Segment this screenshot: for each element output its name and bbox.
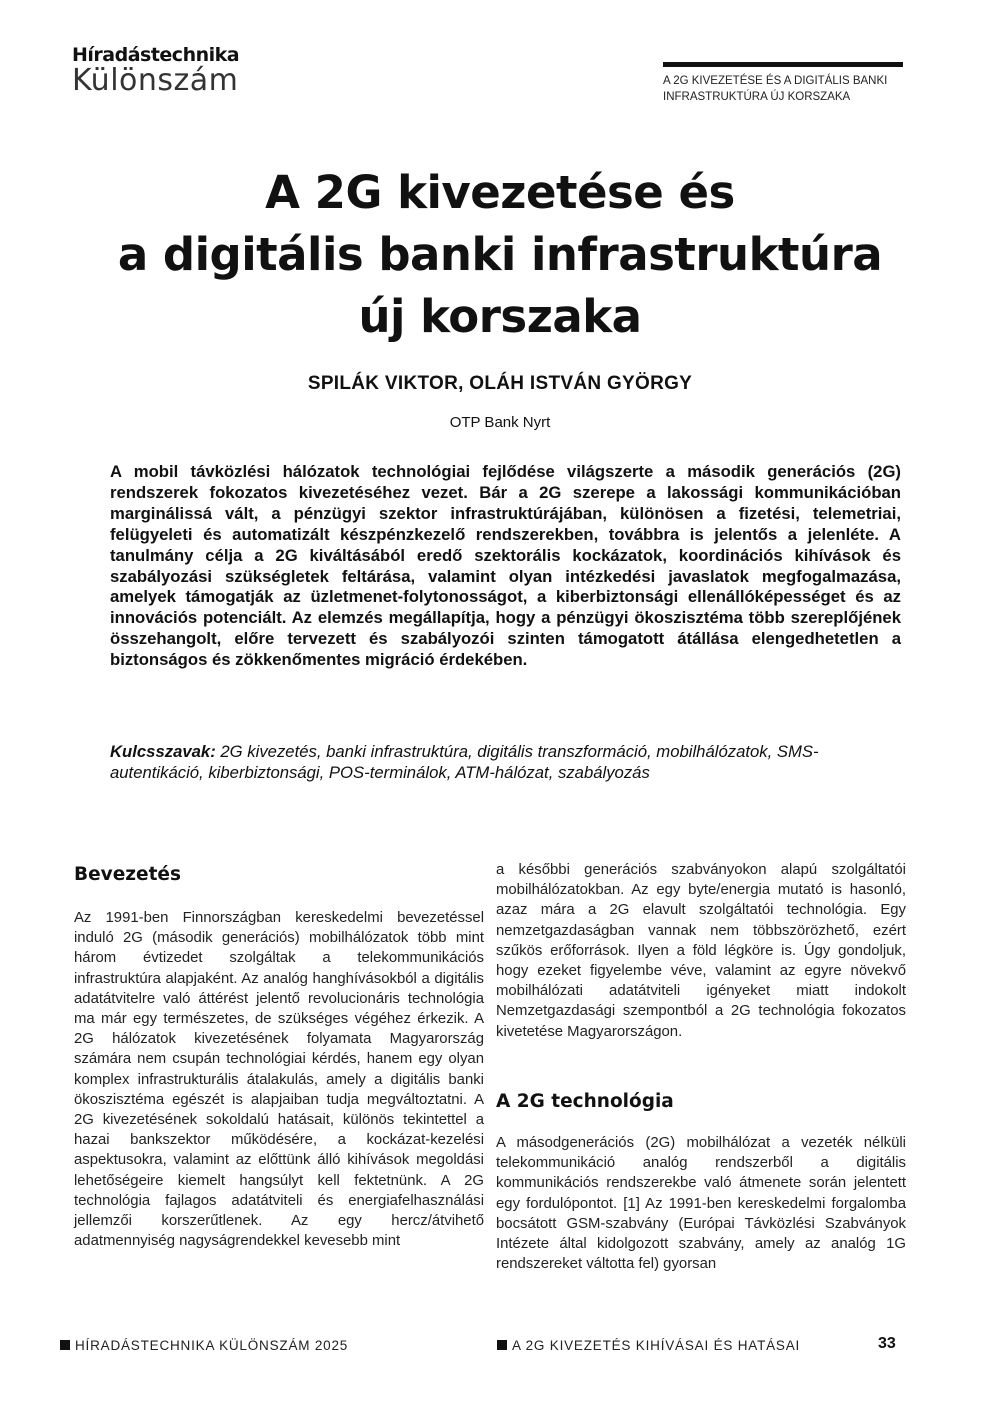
footer-section-text: A 2G KIVEZETÉS KIHÍVÁSAI ÉS HATÁSAI [512, 1338, 801, 1353]
keywords-label: Kulcsszavak: [110, 742, 216, 761]
square-bullet-icon [60, 1340, 70, 1350]
tech-paragraph: A másodgenerációs (2G) mobilhálózat a vezeték nélküli telekommunikáció analóg rendszerből a digitális kommunikációs rendszerekbe való átmenete során jelentett egy fordulópontot. [1] Az 1991-ben kereskedelmi forgalomba bocsátott GSM-szabvány (Európai Távközlési Szabványok Intézete által kidolgozott szabvány, amely az analóg 1G rendszereket váltotta fel) gyorsan [496, 1135, 906, 1273]
intro-continued-paragraph: a későbbi generációs szabványokon alapú szolgáltatói mobilhálózatokban. Az egy byte/energia mutató is hasonló, azaz mára a 2G elavult szolgáltatói technológia. Egy nemzetgazdaságban vannak nem többszörözhető, ezért szűkös erőforrások. Ilyen a föld légköre is. Úgy gondoljuk, hogy ezeket figyelembe véve, valamint az egyre növekvő mobilhálózati adatátviteli igényeket miatt indokolt Nemzetgazdasági szempontból a 2G technológia fokozatos kivetetése Magyarországon. [496, 862, 906, 1040]
journal-issue-label: Különszám [72, 63, 239, 98]
square-bullet-icon [497, 1340, 507, 1350]
journal-name: Híradástechnika [72, 44, 240, 66]
title-line-2: a digitális banki infrastruktúra [117, 228, 883, 281]
title-line-1: A 2G kivezetése és [265, 166, 735, 219]
intro-paragraph: Az 1991-ben Finnországban kereskedelmi bevezetéssel induló 2G (második generációs) mobilhálózatok több mint három évtizedet szolgáltak a telekommunikációs infrastruktúra alapjaként. Az analóg hanghívásokból a digitális adatátvitelre való áttérést jelentő revolucionáris technológia ma már egy természetes, de szükséges végéhez érkezik. A 2G hálózatok kivezetésének folyamata Magyarország számára nem csupán technológiai kérdés, hanem egy olyan komplex infrastrukturális átalakulás, amely a digitális banki ökoszisztéma egészét is alapjaiban tudja megváltoztatni. A 2G kivezetésének sokoldalú hatásait, különös tekintettel a hazai bankszektor működésére, a kockázat-kezelési aspektusokra, valamint az előttünk álló kihívások megoldási lehetőségeire kiemelt hangsúlyt kell fektetnünk. A 2G technológia fajlagos adatátviteli és energiafelhasználási jellemzői korszerűtlenek. Az egy hercz/átvihető adatmennyiség nagyságrendekkel kevesebb mint [74, 910, 484, 1250]
section-heading-intro: Bevezetés [74, 864, 181, 885]
title-line-3: új korszaka [358, 290, 642, 343]
authors: SPILÁK VIKTOR, OLÁH ISTVÁN GYÖRGY [307, 373, 693, 394]
running-head-line-1: A 2G KIVEZETÉSE ÉS A DIGITÁLIS BANKI [663, 75, 888, 87]
affiliation: OTP Bank Nyrt [449, 414, 551, 431]
keywords [110, 742, 830, 784]
running-head [663, 62, 903, 105]
footer-section [497, 1338, 800, 1353]
journal-brand [72, 44, 239, 96]
footer-journal-text: HÍRADÁSTECHNIKA KÜLÖNSZÁM 2025 [75, 1338, 349, 1353]
page-number: 33 [878, 1335, 896, 1352]
intro-column [74, 908, 484, 1251]
keywords-list: 2G kivezetés, banki infrastruktúra, digitális transzformáció, mobilhálózatok, SMS-autentikáció, kiberbiztonsági, POS-terminálok, ATM-hálózat, szabályozás [110, 742, 819, 782]
abstract: A mobil távközlési hálózatok technológiai fejlődése világszerte a második generációs (2G) rendszerek fokozatos kivezetéséhez vezet. Bár a 2G szerepe a lakossági kommunikációban marginálissá vált, a pénzügyi szektor infrastruktúrájában, különösen a fizetési, telemetriai, felügyeleti és automatizált készpénzkezelő rendszerekben, továbbra is jelentős a jelenléte. A tanulmány célja a 2G kiváltásából eredő szektorális kockázatok, koordinációs kihívások és szabályozási szükségletek feltárása, valamint olyan intézkedési javaslatok megfogalmazása, amelyek támogatják az üzletmenet-folytonosságot, a kiberbiztonsági ellenállóképességet és az innovációs potenciált. Az elemzés megállapítja, hogy a pénzügyi ökoszisztéma több szereplőjének összehangolt, előre tervezett és szabályozói szinten támogatott átállása elengedhetetlen a biztonságos és zökkenőmentes migráció érdekében. [110, 462, 901, 670]
section-heading-2g-technology: A 2G technológia [496, 1091, 674, 1112]
intro-continued-column [496, 860, 906, 1042]
running-head-line-2: INFRASTRUKTÚRA ÚJ KORSZAKA [663, 91, 851, 103]
article-title [40, 162, 960, 348]
tech-column [496, 1133, 906, 1274]
footer-journal [60, 1338, 348, 1353]
